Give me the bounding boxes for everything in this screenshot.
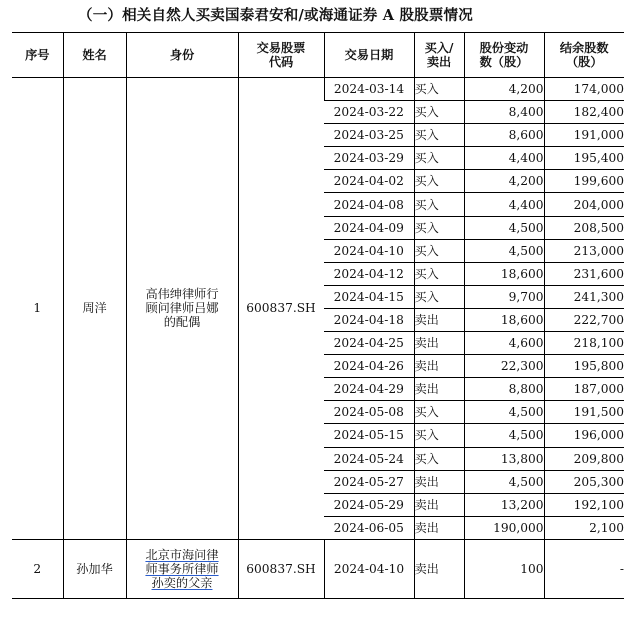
identity-line: 顾问律师吕娜 [145,301,219,316]
identity-line: 的配偶 [163,315,201,330]
header-direction [414,33,464,78]
cell-change: 100 [464,539,544,598]
cell-change: 4,600 [464,332,544,355]
cell-direction: 买入 [414,170,464,193]
cell-date: 2024-04-12 [324,262,414,285]
header-balance [544,33,624,78]
cell-code: 600837.SH [238,78,324,540]
cell-balance: 187,000 [544,378,624,401]
cell-change: 4,200 [464,78,544,101]
header-balance-line2: （股） [565,55,603,69]
cell-name: 孙加华 [63,539,126,598]
header-identity [126,33,238,78]
cell-direction: 卖出 [414,332,464,355]
header-change [464,33,544,78]
cell-balance: 174,000 [544,78,624,101]
cell-date: 2024-04-02 [324,170,414,193]
identity-line: 高伟绅律师行 [145,287,219,302]
table-header [12,33,624,78]
cell-change: 18,600 [464,308,544,331]
cell-date: 2024-04-10 [324,539,414,598]
cell-balance: 2,100 [544,516,624,539]
cell-change: 4,400 [464,147,544,170]
cell-direction: 买入 [414,147,464,170]
section-title-text: （一）相关自然人买卖国泰君安和/或海通证券 A 股股票情况 [78,7,473,24]
header-balance-line1: 结余股数 [559,41,609,55]
cell-direction: 买入 [414,193,464,216]
cell-date: 2024-03-29 [324,147,414,170]
identity-line: 孙奕的父亲 [151,575,213,590]
cell-balance: 199,600 [544,170,624,193]
cell-change: 18,600 [464,262,544,285]
table-body [12,78,624,599]
cell-direction: 卖出 [414,516,464,539]
cell-change: 4,500 [464,401,544,424]
cell-balance: 209,800 [544,447,624,470]
cell-change: 8,400 [464,101,544,124]
cell-balance: - [544,539,624,598]
cell-balance: 205,300 [544,470,624,493]
cell-balance: 191,500 [544,401,624,424]
header-identity-text: 身份 [169,48,195,62]
cell-change: 4,500 [464,239,544,262]
cell-date: 2024-04-29 [324,378,414,401]
cell-identity [126,539,238,598]
cell-date: 2024-04-08 [324,193,414,216]
cell-balance: 204,000 [544,193,624,216]
cell-balance: 218,100 [544,332,624,355]
cell-date: 2024-03-14 [324,78,414,101]
cell-date: 2024-04-25 [324,332,414,355]
cell-change: 13,200 [464,493,544,516]
cell-date: 2024-06-05 [324,516,414,539]
cell-date: 2024-05-29 [324,493,414,516]
cell-balance: 208,500 [544,216,624,239]
header-code-line2: 代码 [268,55,294,69]
cell-direction: 买入 [414,124,464,147]
cell-direction: 卖出 [414,378,464,401]
header-change-line1: 股份变动 [479,41,529,55]
cell-direction: 卖出 [414,493,464,516]
header-name [63,33,126,78]
cell-date: 2024-04-09 [324,216,414,239]
cell-direction: 买入 [414,78,464,101]
header-date-text: 交易日期 [344,48,394,62]
cell-seq: 1 [12,78,63,540]
identity-text [145,548,218,590]
cell-date: 2024-05-15 [324,424,414,447]
cell-date: 2024-04-15 [324,285,414,308]
cell-direction: 买入 [414,401,464,424]
cell-direction: 买入 [414,262,464,285]
cell-balance: 195,400 [544,147,624,170]
header-direction-line2: 卖出 [426,55,452,69]
cell-date: 2024-05-27 [324,470,414,493]
cell-balance: 195,800 [544,355,624,378]
cell-change: 4,200 [464,170,544,193]
cell-date: 2024-05-24 [324,447,414,470]
cell-change: 4,500 [464,424,544,447]
header-code [238,33,324,78]
header-seq-text: 序号 [25,48,50,62]
header-name-text: 姓名 [82,48,107,62]
cell-direction: 卖出 [414,539,464,598]
cell-balance: 213,000 [544,239,624,262]
cell-direction: 买入 [414,285,464,308]
cell-date: 2024-05-08 [324,401,414,424]
identity-line: 北京市海问律 [145,547,219,562]
cell-direction: 买入 [414,239,464,262]
identity-text [145,287,218,329]
cell-balance: 222,700 [544,308,624,331]
cell-date: 2024-03-25 [324,124,414,147]
cell-date: 2024-03-22 [324,101,414,124]
cell-balance: 196,000 [544,424,624,447]
header-direction-line1: 买入/ [424,41,454,55]
cell-change: 8,800 [464,378,544,401]
cell-balance: 192,100 [544,493,624,516]
cell-code: 600837.SH [238,539,324,598]
cell-direction: 买入 [414,424,464,447]
cell-direction: 卖出 [414,355,464,378]
cell-change: 4,500 [464,470,544,493]
cell-identity [126,78,238,540]
table-row [12,539,624,598]
trades-table [12,32,624,599]
cell-date: 2024-04-26 [324,355,414,378]
cell-change: 9,700 [464,285,544,308]
cell-change: 8,600 [464,124,544,147]
cell-name: 周洋 [63,78,126,540]
cell-change: 22,300 [464,355,544,378]
identity-line: 师事务所律师 [145,561,219,576]
cell-direction: 卖出 [414,470,464,493]
cell-direction: 买入 [414,101,464,124]
cell-seq: 2 [12,539,63,598]
cell-date: 2024-04-18 [324,308,414,331]
header-change-line2: 数（股） [479,55,529,69]
section-title [0,4,637,24]
cell-change: 4,500 [464,216,544,239]
cell-change: 13,800 [464,447,544,470]
header-date [324,33,414,78]
cell-direction: 买入 [414,216,464,239]
header-code-line1: 交易股票 [256,41,306,55]
cell-balance: 182,400 [544,101,624,124]
cell-direction: 卖出 [414,308,464,331]
cell-balance: 241,300 [544,285,624,308]
cell-date: 2024-04-10 [324,239,414,262]
cell-change: 4,400 [464,193,544,216]
cell-change: 190,000 [464,516,544,539]
table-row [12,78,624,101]
cell-direction: 买入 [414,447,464,470]
cell-balance: 231,600 [544,262,624,285]
cell-balance: 191,000 [544,124,624,147]
header-seq [12,33,63,78]
